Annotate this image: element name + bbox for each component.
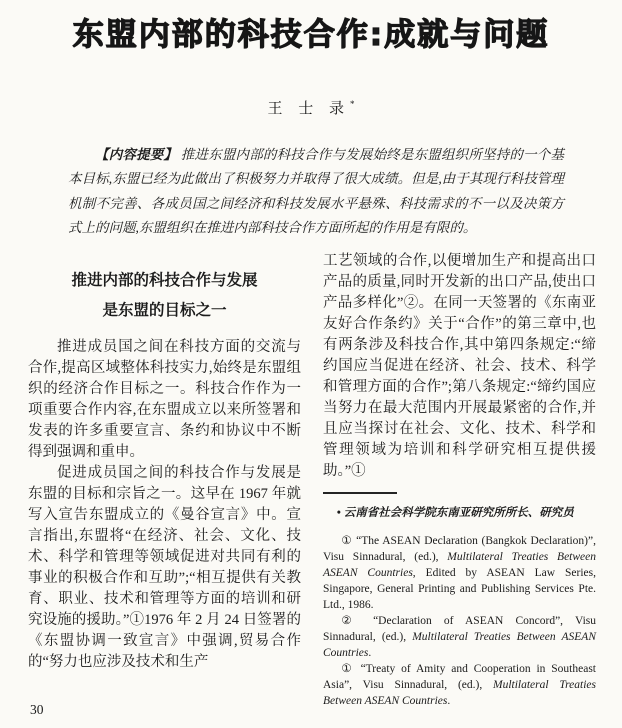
- section-heading-line2: 是东盟的目标之一: [102, 300, 227, 319]
- article-title: 东盟内部的科技合作:成就与问题: [72, 17, 550, 53]
- author-affiliation-footnote: [323, 505, 596, 521]
- page-number: 30: [30, 702, 44, 717]
- left-column: [28, 251, 301, 709]
- abstract: 【内容提要】 推进东盟内部的科技合作与发展始终是东盟组织所坚持的一个基本目标,东盟已经为此做出了积极努力并取得了很大成绩。但是,由于其现行科技管理机制不完善、各成员国之间经济和科技发展水平悬殊、科技需求的不一以及决策方式上的问题,东盟组织在推进内部科技合作方面所起的作用是有限的。: [68, 146, 565, 236]
- footnote-3: ① “Treaty of Amity and Cooperation in Southeast Asia”, Visu Sinnadural, (ed.), Multilateral Treaties Between ASEAN Countries.: [323, 662, 596, 707]
- footnote-2: ② “Declaration of ASEAN Concord”, Visu Sinnadural, (ed.), Multilateral Treaties Between ASEAN Countries.: [323, 614, 597, 659]
- author-line: [0, 97, 622, 118]
- body-paragraph-1: 推进成员国之间在科技方面的交流与合作,提高区域整体科技实力,始终是东盟组织的经济合作目标之一。科技合作作为一项重要合作内容,在东盟成立以来所签署和发表的许多重要宣言、条约和协议中不断得到强调和重申。: [28, 338, 301, 460]
- footnote-bullet: •: [336, 507, 341, 520]
- section-heading-line1: 推进内部的科技合作与发展: [71, 270, 258, 289]
- two-column-body: [28, 251, 596, 709]
- section-heading: [28, 265, 301, 325]
- footnote-1: ① “The ASEAN Declaration (Bangkok Declaration)”, Visu Sinnadural, (ed.), Multilateral Treaties Between ASEAN Countries, Edited by ASEAN Law Series, Singapore, General Printing and Publishing Services Pte. Ltd., 1986.: [323, 534, 596, 611]
- body-paragraph-2: 促进成员国之间的科技合作与发展是东盟的目标和宗旨之一。这早在 1967 年就写入宣告东盟成立的《曼谷宣言》中。宣言指出,东盟将“在经济、社会、文化、技术、科学和管理等领域促进对共同有利的事业的积极合作和互助”;“相互提供有关教育、职业、技术和管理等方面的培训和研究设施的援助。”①1976 年 2 月 24 日签署的《东盟协调一致宣言》中强调,贸易合作的“努力也应涉及技术和生产: [28, 464, 301, 670]
- footnote-separator-rule: [323, 492, 397, 494]
- body-paragraph-3: 工艺领域的合作,以便增加生产和提高出口产品的质量,同时开发新的出口产品,使出口产品多样化”②。在同一天签署的《东南亚友好合作条约》关于“合作”的第三章中,也有两条涉及科技合作,其中第四条规定:“缔约国应当促进在经济、社会、技术、科学和管理方面的合作”;第八条规定:“缔约国应当努力在最大范围内开展最紧密的合作,并且应当探讨在社会、文化、技术、科学和管理领域为培训和科学研究相互提供援助。”①: [323, 252, 596, 479]
- author-footnote-mark: *: [350, 98, 355, 109]
- right-column: [323, 251, 596, 709]
- affiliation-text: 云南省社会科学院东南亚研究所所长、研究员: [343, 507, 574, 520]
- author-name: 王 士 录: [267, 100, 350, 117]
